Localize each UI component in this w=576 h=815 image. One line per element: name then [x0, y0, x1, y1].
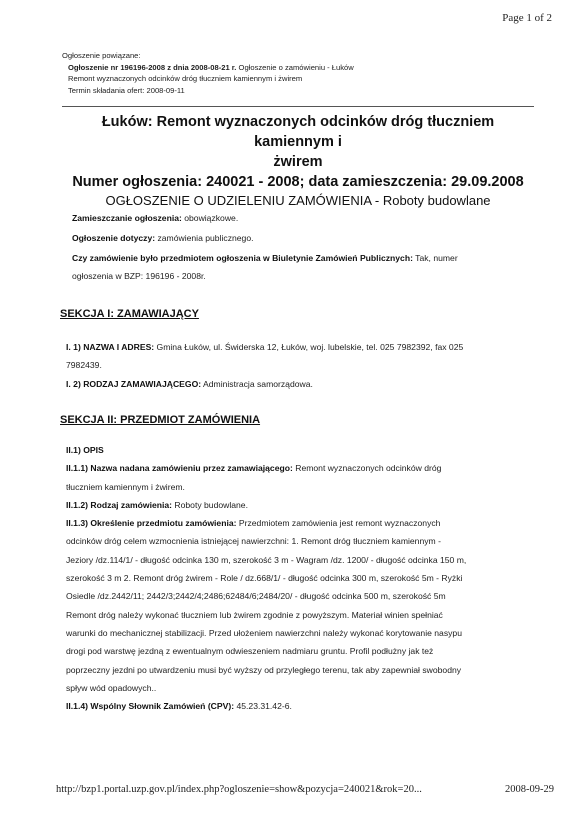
- i1-value-cont: 7982439.: [66, 360, 102, 371]
- ii113-line: szerokość 3 m 2. Remont dróg żwirem - Role / dz.668/1/ - długość odcinka 300 m, szerokość 5m - Ryżki: [66, 573, 463, 584]
- section-2-body: [66, 441, 532, 715]
- page-number: Page 1 of 2: [502, 12, 552, 24]
- ii111-row: [66, 459, 532, 477]
- bzp-value: Tak, numer: [412, 253, 458, 263]
- i2-label: I. 2) RODZAJ ZAMAWIAJĄCEGO:: [66, 378, 202, 389]
- footer-date: 2008-09-29: [505, 784, 554, 795]
- i2-row: [66, 375, 532, 393]
- title-line-2: żwirem: [273, 154, 323, 170]
- ii114-value: 45.23.31.42-6.: [234, 701, 292, 712]
- ii113-line: spływ wód opadowych..: [66, 682, 157, 693]
- placement-row: [72, 210, 532, 227]
- ii114-row: [66, 697, 532, 715]
- ii111-value-cont: tłuczniem kamiennym i żwirem.: [66, 481, 185, 492]
- i2-value: Administracja samorządowa.: [201, 378, 313, 389]
- ii112-label: II.1.2) Rodzaj zamówienia:: [66, 499, 173, 510]
- ii112-value: Roboty budowlane.: [172, 499, 248, 510]
- notice-type: OGŁOSZENIE O UDZIELENIU ZAMÓWIENIA - Roboty budowlane: [105, 193, 491, 208]
- section-1-body: [66, 338, 532, 393]
- notice-number: Numer ogłoszenia: 240021 - 2008; data zamieszczenia: 29.09.2008: [72, 174, 524, 190]
- header-divider: [62, 106, 534, 107]
- bzp-label: Czy zamówienie było przedmiotem ogłoszenia w Biuletynie Zamówień Publicznych:: [72, 253, 413, 263]
- ii113-line: drogi pod warstwę jezdną z ewentualnym odwieszeniem nadmiaru gruntu. Profil podłużny jak też: [66, 646, 434, 657]
- i1-value: Gmina Łuków, ul. Świderska 12, Łuków, woj. lubelskie, tel. 025 7982392, fax 025: [154, 342, 464, 352]
- placement-label: Zamieszczanie ogłoszenia:: [72, 213, 182, 223]
- notice-info: [72, 210, 532, 285]
- opis-label: II.1) OPIS: [66, 445, 104, 455]
- i1-label: I. 1) NAZWA I ADRES:: [66, 342, 155, 352]
- ii113-line: Osiedle /dz.2442/11; 2442/3;2442/4;2486;62484/6;2484/20/ - długość odcinka 500 m, szerokość 5m: [66, 591, 446, 602]
- ii113-line: Remont dróg należy wykonać tłuczniem lub żwirem zgodnie z powyższym. Materiał winien spełniać: [66, 609, 443, 620]
- footer-url: http://bzp1.portal.uzp.gov.pl/index.php?ogloszenie=show&pozycja=240021&rok=20...: [56, 784, 422, 795]
- title-line-1: Łuków: Remont wyznaczonych odcinków dróg tłuczniem kamiennym i: [101, 114, 495, 150]
- ii111-value: Remont wyznaczonych odcinków dróg: [292, 463, 442, 474]
- bzp-row: [72, 250, 532, 267]
- ii113-line: Przedmiotem zamówienia jest remont wyznaczonych: [236, 518, 441, 529]
- ii113-line: warunki do mechanicznej stabilizacji. Przed ułożeniem nawierzchni należy wykonać korytowanie nasypu: [66, 627, 462, 638]
- title-block: [62, 112, 534, 210]
- bzp-value-cont: ogłoszenia w BZP: 196196 - 2008r.: [72, 271, 206, 281]
- related-heading: Ogłoszenie powiązane:: [62, 51, 141, 60]
- opis-row: [66, 441, 532, 459]
- related-notice-number: Ogłoszenie nr 196196-2008 z dnia 2008-08-21 r.: [68, 62, 237, 72]
- related-line-1: [62, 62, 532, 74]
- i1-row: [66, 338, 532, 356]
- ii113-line: poprzeczny jezdni po utwardzeniu musi być wyższy od przyległego terenu, tak aby zapewniał swobodny: [66, 664, 462, 675]
- section-2-heading: SEKCJA II: PRZEDMIOT ZAMÓWIENIA: [60, 414, 261, 426]
- placement-value: obowiązkowe.: [181, 213, 239, 223]
- ii113-row: [66, 514, 532, 532]
- ii112-row: [66, 496, 532, 514]
- concerns-value: zamówienia publicznego.: [155, 233, 254, 243]
- ii111-label: II.1.1) Nazwa nadana zamówieniu przez zamawiającego:: [66, 463, 293, 474]
- ii113-label: II.1.3) Określenie przedmiotu zamówienia:: [66, 518, 237, 529]
- related-notice-type: Ogłoszenie o zamówieniu - Łuków: [236, 62, 354, 72]
- related-line-3: Termin składania ofert: 2008-09-11: [68, 85, 185, 95]
- related-notice: [62, 50, 532, 96]
- concerns-row: [72, 230, 532, 247]
- related-line-2: Remont wyznaczonych odcinków dróg tłuczniem kamiennym i żwirem: [68, 74, 303, 83]
- ii114-label: II.1.4) Wspólny Słownik Zamówień (CPV):: [66, 701, 235, 712]
- ii113-line: odcinków dróg celem wzmocnienia istniejącej nawierzchni: 1. Remont dróg tłuczniem kamiennym -: [66, 536, 441, 547]
- ii113-line: Jeziory /dz.114/1/ - długość odcinka 130 m, szerokość 3 m - Wagram /dz. 1200/ - długość odcinka 150 m,: [66, 554, 467, 565]
- concerns-label: Ogłoszenie dotyczy:: [72, 233, 156, 243]
- section-1-heading: SEKCJA I: ZAMAWIAJĄCY: [60, 308, 199, 320]
